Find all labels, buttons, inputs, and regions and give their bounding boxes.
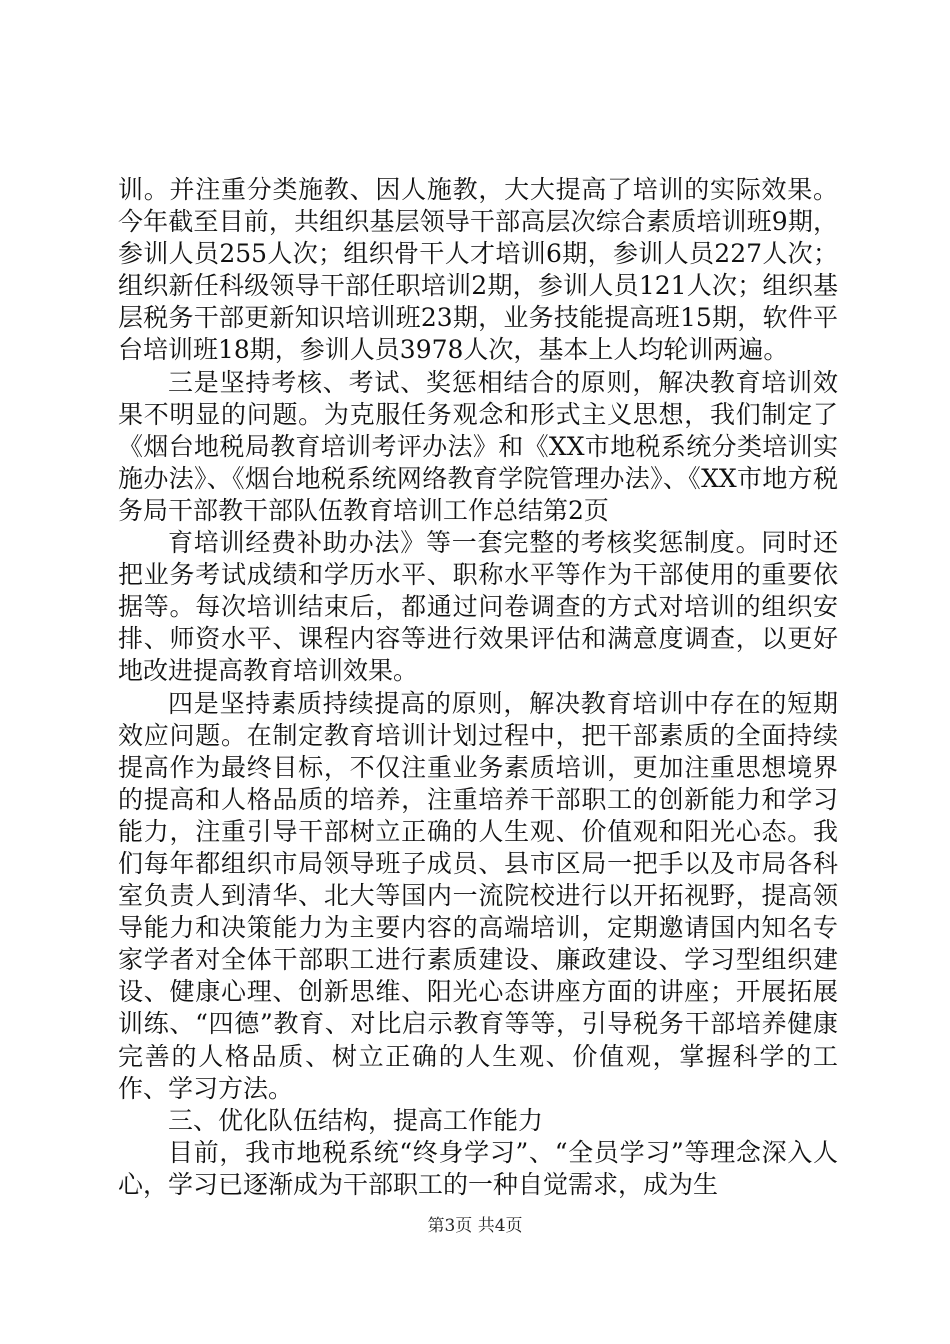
paragraph-3: 育培训经费补助办法》等一套完整的考核奖惩制度。同时还把业务考试成绩和学历水平、职称水平等作为干部使用的重要依据等。每次培训结束后，都通过问卷调查的方式对培训的组织安排、师资水平、课程内容等进行效果评估和满意度调查，以更好地改进提高教育培训效果。 (118, 528, 838, 686)
paragraph-2: 三是坚持考核、考试、奖惩相结合的原则，解决教育培训效果不明显的问题。为克服任务观念和形式主义思想，我们制定了《烟台地税局教育培训考评办法》和《XX市地税系统分类培训实施办法》、《烟台地税系统网络教育学院管理办法》、《XX市地方税务局干部教干部队伍教育培训工作总结第2页 (118, 367, 838, 525)
document-body (118, 174, 838, 1201)
paragraph-1: 训。并注重分类施教、因人施教，大大提高了培训的实际效果。今年截至目前，共组织基层领导干部高层次综合素质培训班9期，参训人员255人次；组织骨干人才培训6期，参训人员227人次；组织新任科级领导干部任职培训2期，参训人员121人次；组织基层税务干部更新知识培训班23期，业务技能提高班15期，软件平台培训班18期，参训人员3978人次，基本上人均轮训两遍。 (118, 175, 838, 365)
page-footer: 第3页 共4页 (427, 1216, 523, 1236)
paragraph-4: 四是坚持素质持续提高的原则，解决教育培训中存在的短期效应问题。在制定教育培训计划过程中，把干部素质的全面持续提高作为最终目标，不仅注重业务素质培训，更加注重思想境界的提高和人格品质的培养，注重培养干部职工的创新能力和学习能力，注重引导干部树立正确的人生观、价值观和阳光心态。我们每年都组织市局领导班子成员、县市区局一把手以及市局各科室负责人到清华、北大等国内一流院校进行以开拓视野，提高领导能力和决策能力为主要内容的高端培训，定期邀请国内知名专家学者对全体干部职工进行素质建设、廉政建设、学习型组织建设、健康心理、创新思维、阳光心态讲座方面的讲座；开展拓展训练、“四德”教育、对比启示教育等等，引导税务干部培养健康完善的人格品质、树立正确的人生观、价值观，掌握科学的工作、学习方法。 (118, 688, 838, 1103)
paragraph-5: 目前，我市地税系统“终身学习”、“全员学习”等理念深入人心，学习已逐渐成为干部职工的一种自觉需求，成为生 (118, 1137, 838, 1199)
section-heading: 三、优化队伍结构，提高工作能力 (168, 1105, 544, 1135)
